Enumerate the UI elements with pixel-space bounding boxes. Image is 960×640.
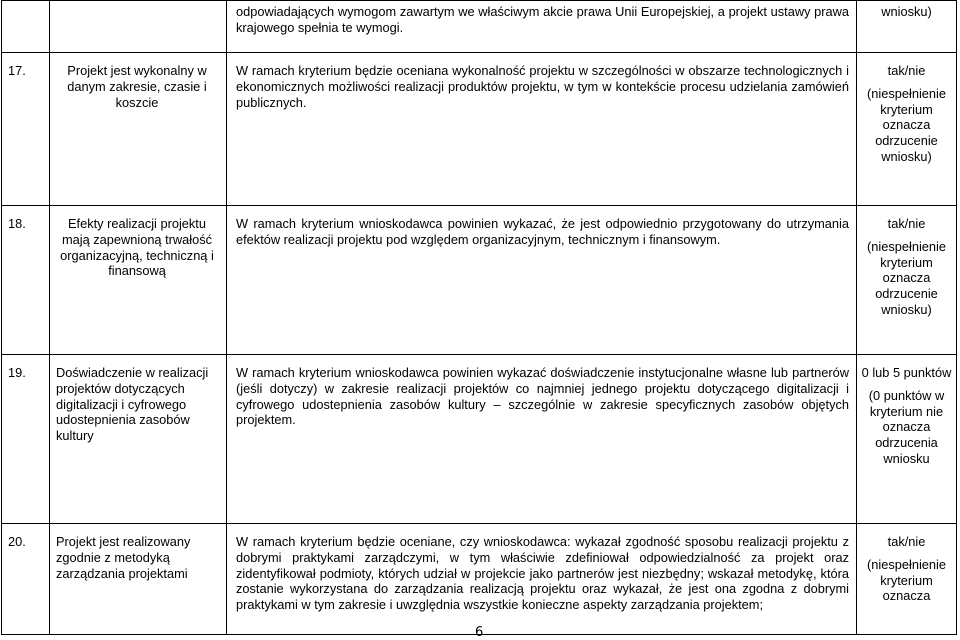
evaluation-main: tak/nie xyxy=(887,63,926,78)
table-row xyxy=(2,206,957,355)
criterion-evaluation xyxy=(857,524,957,635)
criterion-number: 17. xyxy=(2,53,50,206)
table-row xyxy=(2,355,957,524)
criterion-number: 19. xyxy=(2,355,50,524)
evaluation-spacer xyxy=(861,232,952,239)
evaluation-main: tak/nie xyxy=(887,216,926,231)
criterion-evaluation xyxy=(857,355,957,524)
table-row xyxy=(2,1,957,53)
criterion-description: odpowiadających wymogom zawartym we właściwym akcie prawa Unii Europejskiej, a projekt ustawy prawa krajowego spełnia te wymogi. xyxy=(227,1,857,53)
evaluation-spacer xyxy=(861,381,952,388)
evaluation-detail: (0 punktów w kryterium nie oznacza odrzucenia wniosku xyxy=(868,387,945,466)
page-number: 6 xyxy=(475,625,484,640)
criterion-number: 20. xyxy=(2,524,50,635)
criterion-number: 18. xyxy=(2,206,50,355)
criterion-name: Projekt jest realizowany zgodnie z metodyką zarządzania projektami xyxy=(50,524,227,635)
criterion-name: Efekty realizacji projektu mają zapewnioną trwałość organizacyjną, techniczną i finansową xyxy=(50,206,227,355)
evaluation-spacer xyxy=(861,550,952,557)
criterion-name: Doświadczenie w realizacji projektów dotyczących digitalizacji i cyfrowego udostepnienia zasobów kultury xyxy=(50,355,227,524)
criterion-description: W ramach kryterium będzie oceniana wykonalność projektu w szczególności w obszarze technologicznych i ekonomicznych możliwości realizacji produktów projektu, w tym w kontekście procesu udzielania zamówień publicznych. xyxy=(227,53,857,206)
evaluation-detail: (niespełnienie kryterium oznacza odrzucenie wniosku) xyxy=(867,85,946,164)
criterion-description: W ramach kryterium będzie oceniane, czy wnioskodawca: wykazał zgodność sposobu realizacji projektu z dobrymi praktykami zarządczymi, w tym właściwie zdefiniował odpowiedzialność za projekt oraz zidentyfikował podmioty, których udział w projekcie jako partnerów jest niezbędny; wskazał metodykę, która zostanie wykorzystana do zarządzania realizacją projektu oraz wykazał, że jest ona zgodna z dobrymi praktykami w tym zakresie i uwzględnia wszystkie konieczne aspekty zarządzania projektem; xyxy=(227,524,857,635)
criterion-description: W ramach kryterium wnioskodawca powinien wykazać doświadczenie instytucjonalne własne lub partnerów (jeśli dotyczy) w zakresie realizacji projektów co najmniej jednego projektu dotyczącego digitalizacji i cyfrowego udostepnienia zasobów kultury – szczególnie w zakresie specyficznych zasobów objętych projektem. xyxy=(227,355,857,524)
evaluation-main: 0 lub 5 punktów xyxy=(861,365,952,380)
criteria-table xyxy=(1,0,957,635)
evaluation-detail: wniosku) xyxy=(881,4,932,19)
criterion-evaluation xyxy=(857,1,957,53)
table-row xyxy=(2,524,957,635)
evaluation-main: tak/nie xyxy=(887,534,926,549)
criterion-name xyxy=(50,1,227,53)
evaluation-detail: (niespełnienie kryterium oznacza odrzucenie wniosku) xyxy=(867,238,946,317)
evaluation-spacer xyxy=(861,79,952,86)
criterion-description: W ramach kryterium wnioskodawca powinien wykazać, że jest odpowiednio przygotowany do utrzymania efektów realizacji projektu pod względem organizacyjnym, technicznym i finansowym. xyxy=(227,206,857,355)
criterion-number xyxy=(2,1,50,53)
criterion-evaluation xyxy=(857,206,957,355)
criterion-name: Projekt jest wykonalny w danym zakresie, czasie i koszcie xyxy=(50,53,227,206)
table-row xyxy=(2,53,957,206)
evaluation-detail: (niespełnienie kryterium oznacza xyxy=(867,556,946,604)
criterion-evaluation xyxy=(857,53,957,206)
